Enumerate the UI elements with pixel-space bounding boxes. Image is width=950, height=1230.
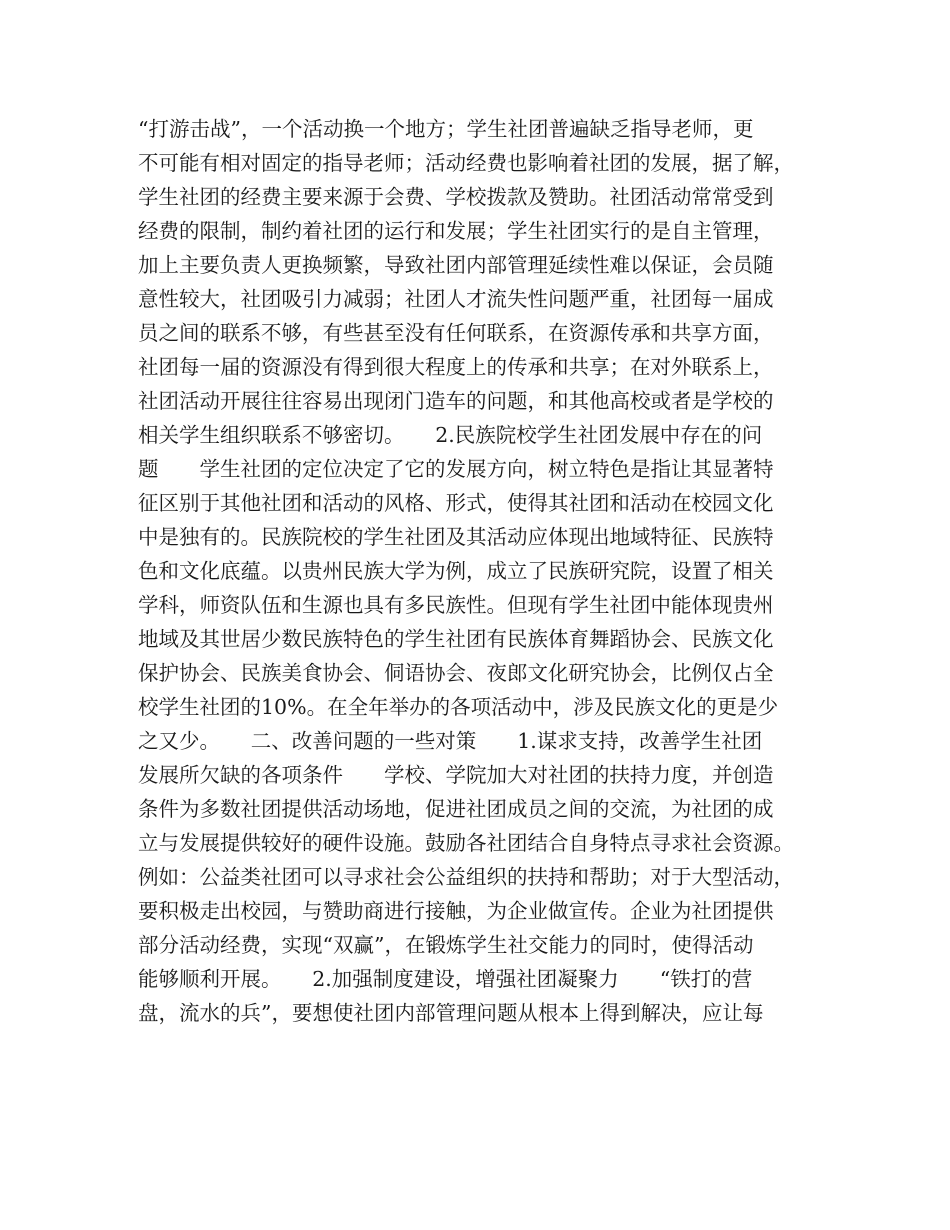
text-line: 中是独有的。民族院校的学生社团及其活动应体现出地域特征、民族特	[138, 525, 774, 549]
text-line: 不可能有相对固定的指导老师；活动经费也影响着社团的发展，据了解，	[138, 151, 794, 175]
text-line: 色和文化底蕴。以贵州民族大学为例，成立了民族研究院，设置了相关	[138, 559, 774, 583]
text-line: 社团活动开展往往容易出现闭门造车的问题，和其他高校或者是学校的	[138, 389, 774, 413]
text-line: 发展所欠缺的各项条件 学校、学院加大对社团的扶持力度，并创造	[138, 763, 774, 787]
text-line: 征区别于其他社团和活动的风格、形式，使得其社团和活动在校园文化	[138, 491, 774, 515]
text-line: 例如：公益类社团可以寻求社会公益组织的扶持和帮助；对于大型活动，	[138, 865, 794, 889]
text-line: 地域及其世居少数民族特色的学生社团有民族体育舞蹈协会、民族文化	[138, 627, 774, 651]
text-line: 立与发展提供较好的硬件设施。鼓励各社团结合自身特点寻求社会资源。	[138, 831, 794, 855]
text-line: 加上主要负责人更换频繁，导致社团内部管理延续性难以保证，会员随	[138, 253, 774, 277]
text-line: 相关学生组织联系不够密切。 2.民族院校学生社团发展中存在的问	[138, 423, 763, 447]
text-line: 能够顺利开展。 2.加强制度建设，增强社团凝聚力 “铁打的营	[138, 967, 753, 991]
body-text	[138, 112, 828, 1030]
text-line: 保护协会、民族美食协会、侗语协会、夜郎文化研究协会，比例仅占全	[138, 661, 774, 685]
text-line: 员之间的联系不够，有些甚至没有任何联系，在资源传承和共享方面，	[138, 321, 774, 345]
text-line: 学生社团的经费主要来源于会费、学校拨款及赞助。社团活动常常受到	[138, 185, 774, 209]
text-line: 学科，师资队伍和生源也具有多民族性。但现有学生社团中能体现贵州	[138, 593, 774, 617]
text-line: 题 学生社团的定位决定了它的发展方向，树立特色是指让其显著特	[138, 457, 774, 481]
text-line: 校学生社团的10%。在全年举办的各项活动中，涉及民族文化的更是少	[138, 695, 779, 719]
text-line: 经费的限制，制约着社团的运行和发展；学生社团实行的是自主管理，	[138, 219, 774, 243]
text-line: 社团每一届的资源没有得到很大程度上的传承和共享；在对外联系上，	[138, 355, 774, 379]
text-line: 意性较大，社团吸引力减弱；社团人才流失性问题严重，社团每一届成	[138, 287, 774, 311]
text-line: 之又少。 二、改善问题的一些对策 1.谋求支持，改善学生社团	[138, 729, 763, 753]
text-line: 条件为多数社团提供活动场地，促进社团成员之间的交流，为社团的成	[138, 797, 774, 821]
text-line: 部分活动经费，实现“双赢”，在锻炼学生社交能力的同时，使得活动	[138, 933, 754, 957]
text-line: “打游击战”，一个活动换一个地方；学生社团普遍缺乏指导老师，更	[138, 117, 754, 141]
text-line: 要积极走出校园，与赞助商进行接触，为企业做宣传。企业为社团提供	[138, 899, 774, 923]
text-line: 盘，流水的兵”，要想使社团内部管理问题从根本上得到解决，应让每	[138, 1001, 764, 1025]
